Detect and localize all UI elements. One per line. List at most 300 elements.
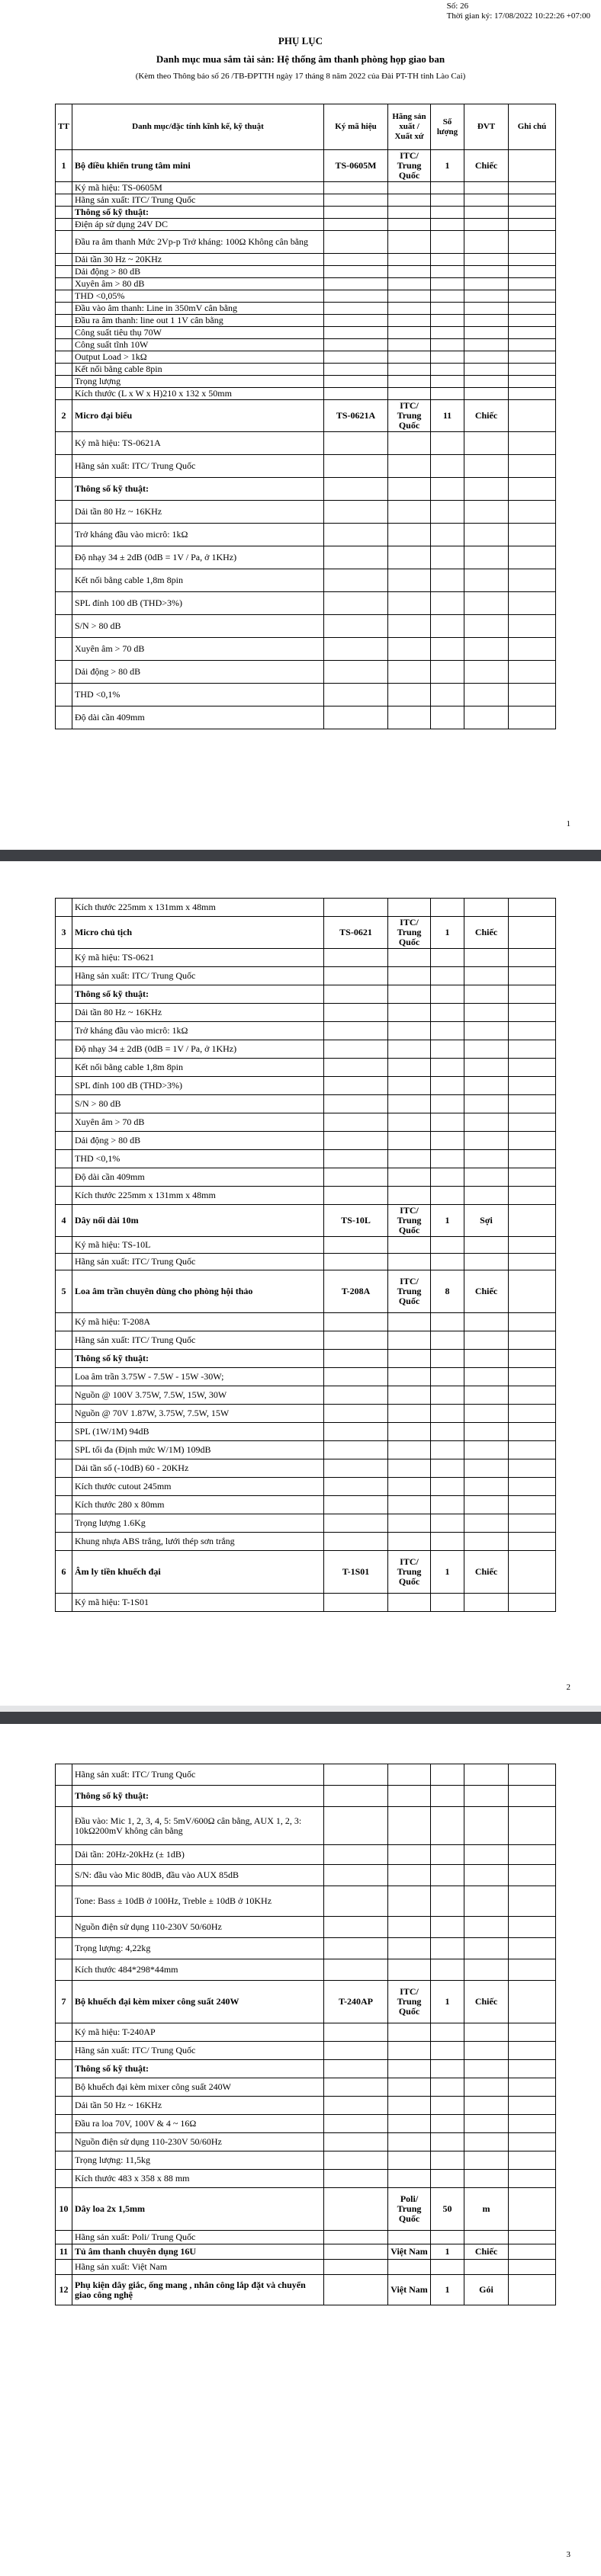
table-row <box>56 194 556 207</box>
table-row <box>56 254 556 266</box>
cell-qty <box>431 2260 464 2275</box>
cell-note <box>509 432 556 455</box>
cell-name: Độ nhạy 34 ± 2dB (0dB = 1V / Pa, ở 1KHz) <box>72 1040 324 1059</box>
cell-note <box>509 661 556 684</box>
cell-unit <box>464 278 509 290</box>
cell-note <box>509 1478 556 1496</box>
cell-tt <box>56 1004 72 1022</box>
cell-note <box>509 182 556 194</box>
cell-code <box>324 569 388 592</box>
cell-name: S/N > 80 dB <box>72 1095 324 1113</box>
cell-qty <box>431 1004 464 1022</box>
cell-code <box>324 351 388 364</box>
table-row <box>56 1807 556 1845</box>
cell-qty <box>431 1533 464 1551</box>
cell-unit <box>464 2133 509 2151</box>
cell-origin <box>388 1187 431 1205</box>
cell-code <box>324 985 388 1004</box>
cell-qty <box>431 315 464 327</box>
cell-origin <box>388 478 431 501</box>
cell-origin <box>388 1764 431 1786</box>
cell-code <box>324 2260 388 2275</box>
cell-name: Dải động > 80 dB <box>72 661 324 684</box>
table-row <box>56 219 556 231</box>
cell-tt <box>56 1132 72 1150</box>
cell-origin <box>388 1478 431 1496</box>
cell-name: Loa âm trần chuyên dùng cho phòng hội thảo <box>72 1270 324 1313</box>
cell-name: Nguồn điện sử dụng 110-230V 50/60Hz <box>72 1917 324 1938</box>
table-row <box>56 1959 556 1981</box>
cell-name: Hãng sản xuất: Poli/ Trung Quốc <box>72 2231 324 2244</box>
cell-unit <box>464 432 509 455</box>
cell-tt <box>56 478 72 501</box>
cell-qty <box>431 1405 464 1423</box>
cell-qty <box>431 1368 464 1386</box>
table-row <box>56 2097 556 2115</box>
table-row <box>56 1405 556 1423</box>
cell-code <box>324 706 388 729</box>
cell-note <box>509 1350 556 1368</box>
cell-unit <box>464 615 509 638</box>
table-row <box>56 1865 556 1886</box>
cell-qty <box>431 1022 464 1040</box>
cell-note <box>509 1886 556 1917</box>
cell-qty: 1 <box>431 2244 464 2260</box>
cell-unit <box>464 1331 509 1350</box>
cell-name: Độ dài cần 409mm <box>72 1168 324 1187</box>
cell-tt <box>56 684 72 706</box>
item-header-row <box>56 2188 556 2231</box>
cell-tt <box>56 1059 72 1077</box>
table-row <box>56 501 556 524</box>
cell-qty <box>431 182 464 194</box>
cell-tt <box>56 303 72 315</box>
cell-note <box>509 455 556 478</box>
cell-note <box>509 1551 556 1594</box>
cell-unit <box>464 1496 509 1514</box>
cell-name: Đầu ra loa 70V, 100V & 4 ~ 16Ω <box>72 2115 324 2133</box>
cell-origin <box>388 1168 431 1187</box>
cell-tt <box>56 1040 72 1059</box>
cell-name: Output Load > 1kΩ <box>72 351 324 364</box>
cell-tt <box>56 290 72 303</box>
cell-origin: Việt Nam <box>388 2244 431 2260</box>
cell-code <box>324 219 388 231</box>
cell-tt <box>56 1514 72 1533</box>
cell-code <box>324 1459 388 1478</box>
cell-name: Hãng sản xuất: ITC/ Trung Quốc <box>72 1331 324 1350</box>
cell-code <box>324 1187 388 1205</box>
table-row <box>56 706 556 729</box>
cell-code: TS-0621 <box>324 917 388 949</box>
cell-tt <box>56 2042 72 2060</box>
cell-name: Đầu ra âm thanh: line out 1 1V cân bằng <box>72 315 324 327</box>
cell-code <box>324 278 388 290</box>
page-title: PHỤ LỤC <box>278 35 323 46</box>
cell-note <box>509 1040 556 1059</box>
cell-code <box>324 1368 388 1386</box>
cell-tt <box>56 1386 72 1405</box>
table-row <box>56 388 556 400</box>
cell-tt <box>56 1237 72 1254</box>
cell-unit <box>464 1959 509 1981</box>
table-row <box>56 1331 556 1350</box>
cell-origin <box>388 376 431 388</box>
cell-code <box>324 1077 388 1095</box>
table-row <box>56 1886 556 1917</box>
cell-origin <box>388 1132 431 1150</box>
cell-unit <box>464 315 509 327</box>
cell-name: Bộ khuếch đại kèm mixer công suất 240W <box>72 2078 324 2097</box>
cell-unit <box>464 684 509 706</box>
cell-name: Tone: Bass ± 10dB ở 100Hz, Treble ± 10dB ở 10KHz <box>72 1886 324 1917</box>
cell-name: Dây nối dài 10m <box>72 1205 324 1237</box>
cell-origin <box>388 315 431 327</box>
cell-origin <box>388 638 431 661</box>
cell-qty: 1 <box>431 2275 464 2305</box>
cell-unit: Sợi <box>464 1205 509 1237</box>
table-row <box>56 1350 556 1368</box>
cell-origin <box>388 1095 431 1113</box>
cell-qty <box>431 1350 464 1368</box>
cell-origin: Việt Nam <box>388 2275 431 2305</box>
cell-note <box>509 569 556 592</box>
cell-note <box>509 1845 556 1865</box>
table-row <box>56 376 556 388</box>
cell-code <box>324 1150 388 1168</box>
item-header-row <box>56 1981 556 2023</box>
cell-code <box>324 1132 388 1150</box>
cell-note <box>509 1764 556 1786</box>
cell-code <box>324 364 388 376</box>
cell-qty <box>431 455 464 478</box>
cell-name: Ký mã hiệu: T-208A <box>72 1313 324 1331</box>
cell-qty <box>431 661 464 684</box>
cell-code <box>324 1514 388 1533</box>
cell-origin <box>388 254 431 266</box>
cell-note <box>509 1368 556 1386</box>
table-row <box>56 315 556 327</box>
cell-note <box>509 2078 556 2097</box>
item-header-row <box>56 2275 556 2305</box>
cell-unit <box>464 1459 509 1478</box>
cell-code <box>324 266 388 278</box>
cell-code: T-208A <box>324 1270 388 1313</box>
cell-note <box>509 2133 556 2151</box>
cell-note <box>509 592 556 615</box>
cell-qty: 50 <box>431 2188 464 2231</box>
cell-tt: 4 <box>56 1205 72 1237</box>
cell-code <box>324 182 388 194</box>
item-header-row <box>56 917 556 949</box>
cell-code <box>324 1237 388 1254</box>
cell-note <box>509 231 556 254</box>
cell-tt <box>56 182 72 194</box>
table-row <box>56 1496 556 1514</box>
cell-name: Hãng sản xuất: Việt Nam <box>72 2260 324 2275</box>
cell-unit: Chiếc <box>464 400 509 432</box>
cell-name: Đầu vào âm thanh: Line in 350mV cân bằng <box>72 303 324 315</box>
cell-tt <box>56 1350 72 1368</box>
cell-qty <box>431 1132 464 1150</box>
cell-note <box>509 1205 556 1237</box>
cell-origin <box>388 364 431 376</box>
cell-name: Dải tần số (-10dB) 60 - 20KHz <box>72 1459 324 1478</box>
cell-unit <box>464 2231 509 2244</box>
cell-name: Hãng sản xuất: ITC/ Trung Quốc <box>72 967 324 985</box>
cell-code: TS-10L <box>324 1205 388 1237</box>
cell-code <box>324 524 388 546</box>
cell-tt <box>56 351 72 364</box>
cell-origin <box>388 2078 431 2097</box>
cell-origin <box>388 1386 431 1405</box>
cell-origin <box>388 327 431 339</box>
cell-qty: 8 <box>431 1270 464 1313</box>
cell-qty <box>431 1059 464 1077</box>
cell-name: Độ nhạy 34 ± 2dB (0dB = 1V / Pa, ở 1KHz) <box>72 546 324 569</box>
cell-name: Loa âm trần 3.75W - 7.5W - 15W -30W; <box>72 1368 324 1386</box>
cell-code <box>324 1386 388 1405</box>
cell-note <box>509 351 556 364</box>
cell-origin <box>388 1113 431 1132</box>
table-row <box>56 1441 556 1459</box>
cell-tt <box>56 592 72 615</box>
cell-tt <box>56 524 72 546</box>
cell-name: Trọng lượng <box>72 376 324 388</box>
cell-qty <box>431 638 464 661</box>
cell-origin <box>388 1150 431 1168</box>
cell-tt <box>56 2231 72 2244</box>
digital-signature-stamp <box>447 2 590 21</box>
column-header-tt: TT <box>56 104 72 150</box>
table-row <box>56 569 556 592</box>
cell-origin: ITC/ Trung Quốc <box>388 400 431 432</box>
cell-note <box>509 899 556 917</box>
cell-origin <box>388 546 431 569</box>
cell-name: Thông số kỹ thuật: <box>72 478 324 501</box>
cell-origin <box>388 1441 431 1459</box>
table-row <box>56 1022 556 1040</box>
cell-qty <box>431 967 464 985</box>
cell-tt <box>56 2170 72 2188</box>
cell-note <box>509 1514 556 1533</box>
document-page-2 <box>0 861 601 1706</box>
cell-unit <box>464 967 509 985</box>
cell-origin <box>388 1938 431 1959</box>
document-subtitle: Danh mục mua sắm tài sản: Hệ thống âm thanh phòng họp giao ban <box>156 53 445 65</box>
cell-note <box>509 546 556 569</box>
cell-note <box>509 501 556 524</box>
cell-origin <box>388 1514 431 1533</box>
cell-origin <box>388 949 431 967</box>
cell-name: Micro chủ tịch <box>72 917 324 949</box>
cell-origin <box>388 1368 431 1386</box>
cell-qty <box>431 1764 464 1786</box>
page-separator <box>0 1706 601 1712</box>
cell-tt <box>56 967 72 985</box>
cell-code <box>324 1845 388 1865</box>
cell-code: TS-0621A <box>324 400 388 432</box>
cell-origin <box>388 2170 431 2188</box>
page-separator <box>0 850 601 861</box>
cell-unit <box>464 478 509 501</box>
cell-tt <box>56 1478 72 1496</box>
table-row <box>56 266 556 278</box>
cell-code <box>324 1331 388 1350</box>
table-row <box>56 278 556 290</box>
cell-unit <box>464 1254 509 1270</box>
cell-name: Hãng sản xuất: ITC/ Trung Quốc <box>72 194 324 207</box>
cell-unit <box>464 2170 509 2188</box>
cell-origin <box>388 899 431 917</box>
cell-note <box>509 2170 556 2188</box>
cell-tt <box>56 2078 72 2097</box>
cell-note <box>509 303 556 315</box>
cell-code <box>324 388 388 400</box>
cell-qty <box>431 388 464 400</box>
cell-tt: 11 <box>56 2244 72 2260</box>
cell-note <box>509 478 556 501</box>
cell-unit <box>464 1095 509 1113</box>
document-page-3 <box>0 1724 601 2576</box>
cell-qty <box>431 1496 464 1514</box>
cell-origin: ITC/ Trung Quốc <box>388 150 431 182</box>
cell-unit <box>464 1022 509 1040</box>
cell-tt <box>56 1764 72 1786</box>
table-row <box>56 1533 556 1551</box>
cell-qty <box>431 290 464 303</box>
cell-origin <box>388 1004 431 1022</box>
cell-origin: ITC/ Trung Quốc <box>388 1270 431 1313</box>
cell-tt: 3 <box>56 917 72 949</box>
cell-tt <box>56 1405 72 1423</box>
cell-origin <box>388 1331 431 1350</box>
cell-note <box>509 278 556 290</box>
cell-unit <box>464 592 509 615</box>
cell-unit <box>464 303 509 315</box>
cell-code <box>324 2115 388 2133</box>
cell-tt <box>56 949 72 967</box>
cell-qty: 1 <box>431 1205 464 1237</box>
cell-note <box>509 1237 556 1254</box>
cell-note <box>509 1095 556 1113</box>
cell-origin <box>388 1077 431 1095</box>
table-row <box>56 1514 556 1533</box>
cell-tt <box>56 2260 72 2275</box>
cell-code <box>324 1313 388 1331</box>
cell-code <box>324 1168 388 1187</box>
cell-origin <box>388 182 431 194</box>
table-row <box>56 2231 556 2244</box>
cell-origin <box>388 1959 431 1981</box>
cell-note <box>509 1132 556 1150</box>
cell-unit <box>464 388 509 400</box>
cell-tt <box>56 899 72 917</box>
cell-qty <box>431 1938 464 1959</box>
cell-tt <box>56 2133 72 2151</box>
cell-unit: Gói <box>464 2275 509 2305</box>
cell-unit <box>464 2097 509 2115</box>
cell-qty <box>431 501 464 524</box>
table-row <box>56 327 556 339</box>
cell-name: Kết nối bằng cable 1,8m 8pin <box>72 569 324 592</box>
table-row <box>56 1150 556 1168</box>
cell-name: SPL tối đa (Định mức W/1M) 109dB <box>72 1441 324 1459</box>
item-header-row <box>56 1551 556 1594</box>
cell-qty <box>431 1386 464 1405</box>
cell-unit <box>464 1040 509 1059</box>
cell-qty <box>431 2115 464 2133</box>
cell-code <box>324 2023 388 2042</box>
cell-unit <box>464 1807 509 1845</box>
cell-note <box>509 1807 556 1845</box>
cell-code <box>324 2133 388 2151</box>
cell-code <box>324 2097 388 2115</box>
cell-unit <box>464 1386 509 1405</box>
table-row <box>56 339 556 351</box>
cell-note <box>509 1313 556 1331</box>
cell-code <box>324 1423 388 1441</box>
cell-name: Kết nối bằng cable 1,8m 8pin <box>72 1059 324 1077</box>
cell-name: Hãng sản xuất: ITC/ Trung Quốc <box>72 1254 324 1270</box>
cell-note <box>509 2231 556 2244</box>
column-header-note: Ghi chú <box>509 104 556 150</box>
column-header-code: Ký mã hiệu <box>324 104 388 150</box>
cell-origin: ITC/ Trung Quốc <box>388 917 431 949</box>
cell-name: Hãng sản xuất: ITC/ Trung Quốc <box>72 455 324 478</box>
cell-qty <box>431 1237 464 1254</box>
cell-unit <box>464 638 509 661</box>
cell-note <box>509 1004 556 1022</box>
cell-unit: Chiếc <box>464 1981 509 2023</box>
cell-note <box>509 2188 556 2231</box>
cell-code <box>324 1807 388 1845</box>
cell-origin <box>388 1423 431 1441</box>
cell-code <box>324 1533 388 1551</box>
cell-qty <box>431 1040 464 1059</box>
cell-qty <box>431 1331 464 1350</box>
cell-qty <box>431 1786 464 1807</box>
table-row <box>56 1059 556 1077</box>
cell-code <box>324 2042 388 2060</box>
table-row <box>56 1168 556 1187</box>
cell-origin <box>388 207 431 219</box>
cell-unit <box>464 339 509 351</box>
cell-note <box>509 615 556 638</box>
cell-unit <box>464 194 509 207</box>
cell-unit <box>464 2023 509 2042</box>
cell-name: SPL (1W/1M) 94dB <box>72 1423 324 1441</box>
cell-qty <box>431 899 464 917</box>
cell-code <box>324 290 388 303</box>
cell-name: Trở kháng đầu vào micrô: 1kΩ <box>72 524 324 546</box>
cell-unit <box>464 1786 509 1807</box>
cell-name: Xuyên âm > 80 dB <box>72 278 324 290</box>
cell-tt <box>56 1095 72 1113</box>
cell-origin <box>388 388 431 400</box>
cell-note <box>509 1423 556 1441</box>
cell-qty <box>431 524 464 546</box>
cell-origin <box>388 278 431 290</box>
table-row <box>56 364 556 376</box>
cell-unit <box>464 1113 509 1132</box>
cell-note <box>509 949 556 967</box>
cell-name: S/N: đầu vào Mic 80dB, đầu vào AUX 85dB <box>72 1865 324 1886</box>
cell-tt <box>56 364 72 376</box>
cell-code <box>324 1764 388 1786</box>
cell-unit <box>464 949 509 967</box>
cell-unit <box>464 524 509 546</box>
